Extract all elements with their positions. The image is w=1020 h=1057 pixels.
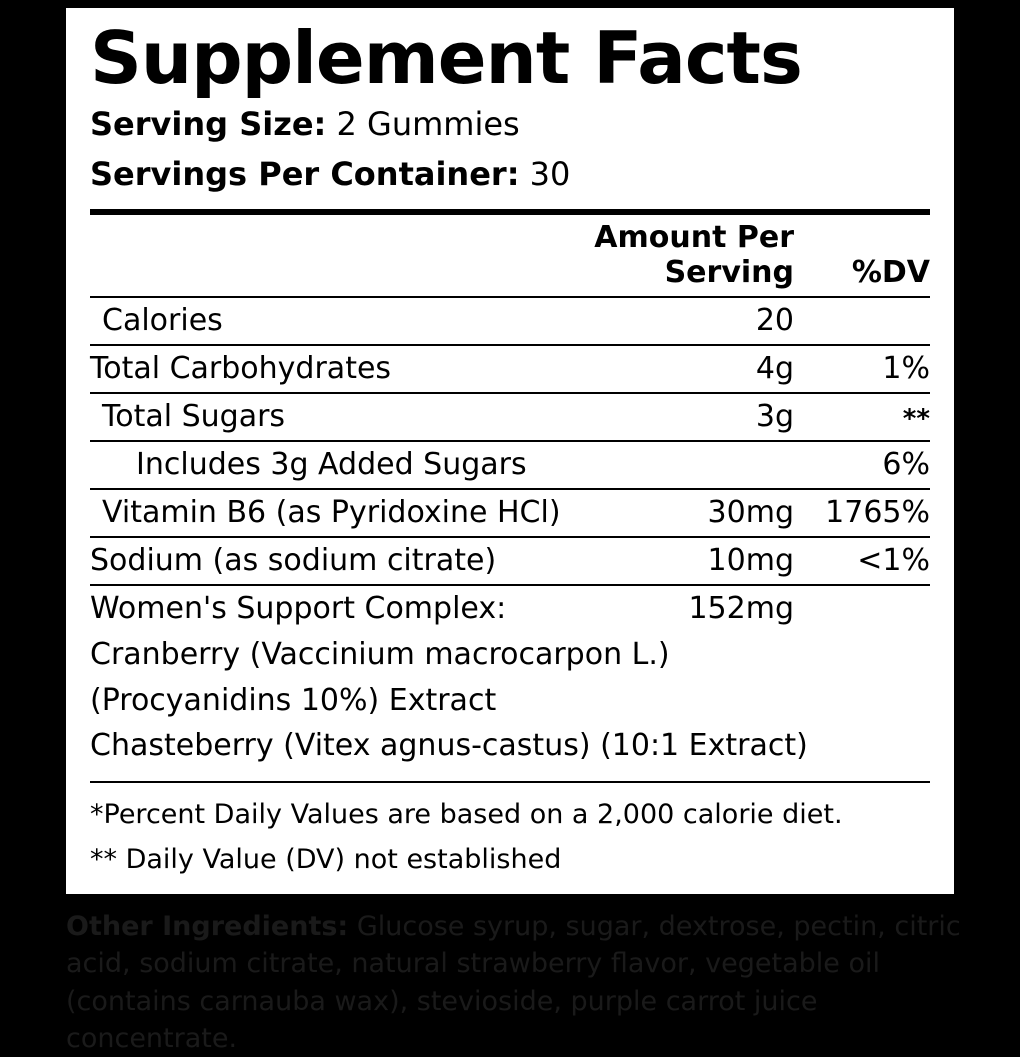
table-row bbox=[90, 489, 930, 537]
complex-ingredient-line-1: Cranberry (Vaccinium macrocarpon L.) bbox=[90, 637, 670, 673]
table-row bbox=[90, 297, 930, 345]
row-amount-added-sugars bbox=[584, 441, 800, 489]
row-amount-sodium: 10mg bbox=[584, 537, 800, 585]
row-dv-sodium: <1% bbox=[800, 537, 930, 585]
row-dv-total-carbohydrates: 1% bbox=[800, 345, 930, 393]
row-name-total-sugars: Total Sugars bbox=[90, 393, 584, 441]
table-row bbox=[90, 537, 930, 585]
supplement-facts-panel bbox=[66, 8, 954, 894]
row-dv-womens-support-complex bbox=[800, 585, 930, 632]
row-name-womens-support-complex: Women's Support Complex: bbox=[90, 591, 507, 627]
header-amount-per-serving: Amount Per Serving bbox=[584, 215, 800, 297]
table-header-row bbox=[90, 215, 930, 297]
row-dv-calories bbox=[800, 297, 930, 345]
row-name-vitamin-b6: Vitamin B6 (as Pyridoxine HCl) bbox=[90, 489, 584, 537]
servings-per-container-line bbox=[90, 150, 930, 200]
header-percent-dv: %DV bbox=[800, 215, 930, 297]
nutrition-table bbox=[90, 215, 930, 632]
servings-per-container-label: Servings Per Container: bbox=[90, 154, 520, 193]
row-name-calories: Calories bbox=[90, 297, 584, 345]
row-name-added-sugars: Includes 3g Added Sugars bbox=[90, 441, 584, 489]
row-amount-vitamin-b6: 30mg bbox=[584, 489, 800, 537]
page-title: Supplement Facts bbox=[90, 16, 802, 100]
row-name-total-carbohydrates: Total Carbohydrates bbox=[90, 345, 584, 393]
serving-size-label: Serving Size: bbox=[90, 105, 327, 143]
table-row-complex bbox=[90, 585, 930, 632]
row-amount-total-sugars: 3g bbox=[584, 393, 800, 441]
complex-ingredient-line-3: Chasteberry (Vitex agnus-castus) (10:1 Extract) bbox=[90, 728, 808, 764]
row-dv-added-sugars: 6% bbox=[800, 441, 930, 489]
row-amount-total-carbohydrates: 4g bbox=[584, 345, 800, 393]
row-dv-total-sugars: ** bbox=[800, 393, 930, 441]
row-amount-womens-support-complex: 152mg bbox=[688, 591, 794, 627]
row-name-sodium: Sodium (as sodium citrate) bbox=[90, 537, 584, 585]
complex-ingredient-line-2: (Procyanidins 10%) Extract bbox=[90, 682, 497, 718]
serving-size-value: 2 Gummies bbox=[336, 105, 520, 143]
footnote-daily-values: *Percent Daily Values are based on a 2,000 calorie diet. bbox=[90, 798, 843, 830]
row-dv-vitamin-b6: 1765% bbox=[800, 489, 930, 537]
footnote-dv-not-established: ** Daily Value (DV) not established bbox=[90, 843, 562, 875]
serving-size-line bbox=[90, 100, 930, 150]
other-ingredients-label: Other Ingredients: bbox=[66, 911, 349, 942]
header-spacer bbox=[90, 215, 584, 297]
other-ingredients-text: Glucose syrup, sugar, dextrose, pectin, citric acid, sodium citrate, natural strawberry flavor, vegetable oil (contains carnauba wax), stevioside, purple carrot juice concentrate. bbox=[66, 911, 961, 1054]
row-amount-calories: 20 bbox=[584, 297, 800, 345]
servings-per-container-value: 30 bbox=[529, 154, 571, 193]
footnotes bbox=[90, 783, 930, 882]
table-row bbox=[90, 345, 930, 393]
table-row bbox=[90, 441, 930, 489]
other-ingredients bbox=[66, 908, 966, 1057]
table-row bbox=[90, 393, 930, 441]
